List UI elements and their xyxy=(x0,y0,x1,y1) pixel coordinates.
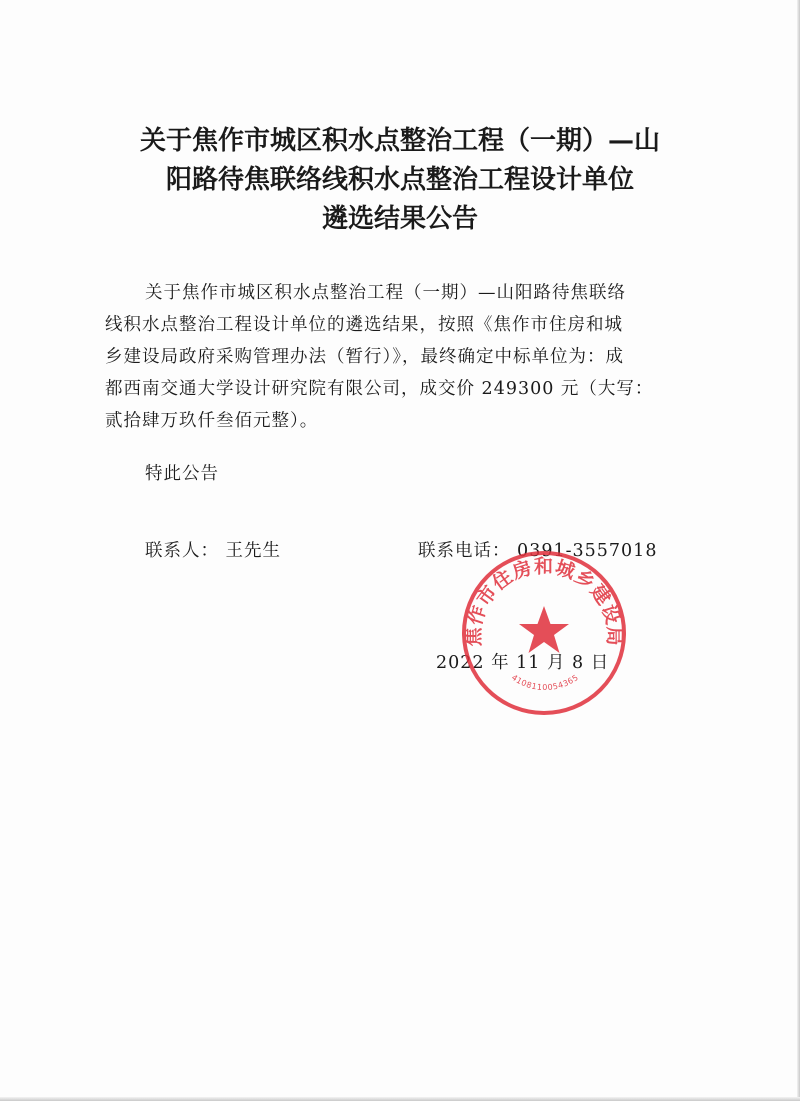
seal-star-icon xyxy=(519,606,569,653)
body-line-3: 乡建设局政府采购管理办法（暂行）》，最终确定中标单位为：成 xyxy=(105,347,624,367)
document-date: 2022 年 11 月 8 日 xyxy=(436,653,610,673)
title-line-1: 关于焦作市城区积水点整治工程（一期）—山 xyxy=(139,126,660,156)
closing-statement: 特此公告 xyxy=(145,464,219,484)
official-seal-stamp xyxy=(459,548,629,718)
seal-code-text xyxy=(510,673,580,692)
body-line-2: 线积水点整治工程设计单位的遴选结果，按照《焦作市住房和城 xyxy=(105,315,623,335)
announcement-body xyxy=(105,277,690,437)
body-line-1: 关于焦作市城区积水点整治工程（一期）—山阳路待焦联络 xyxy=(145,283,626,303)
seal-code: 4108110054365 xyxy=(509,672,581,693)
seal-name: 焦作市住房和城乡建设局 xyxy=(462,555,626,647)
body-line-4: 都西南交通大学设计研究院有限公司，成交价 249300 元（大写： xyxy=(105,379,654,399)
scan-edge-bottom xyxy=(0,1097,800,1101)
contact-person: 联系人： 王先生 xyxy=(145,541,282,561)
title-line-2: 阳路待焦联络线积水点整治工程设计单位 xyxy=(165,165,634,195)
body-line-5: 贰拾肆万玖仟叁佰元整）。 xyxy=(105,411,319,431)
title-line-3: 遴选结果公告 xyxy=(321,204,478,234)
contact-phone: 联系电话： 0391-3557018 xyxy=(418,541,658,561)
seal-arc-text xyxy=(462,556,625,647)
document-title xyxy=(90,122,710,239)
seal-outer-ring xyxy=(464,553,624,713)
